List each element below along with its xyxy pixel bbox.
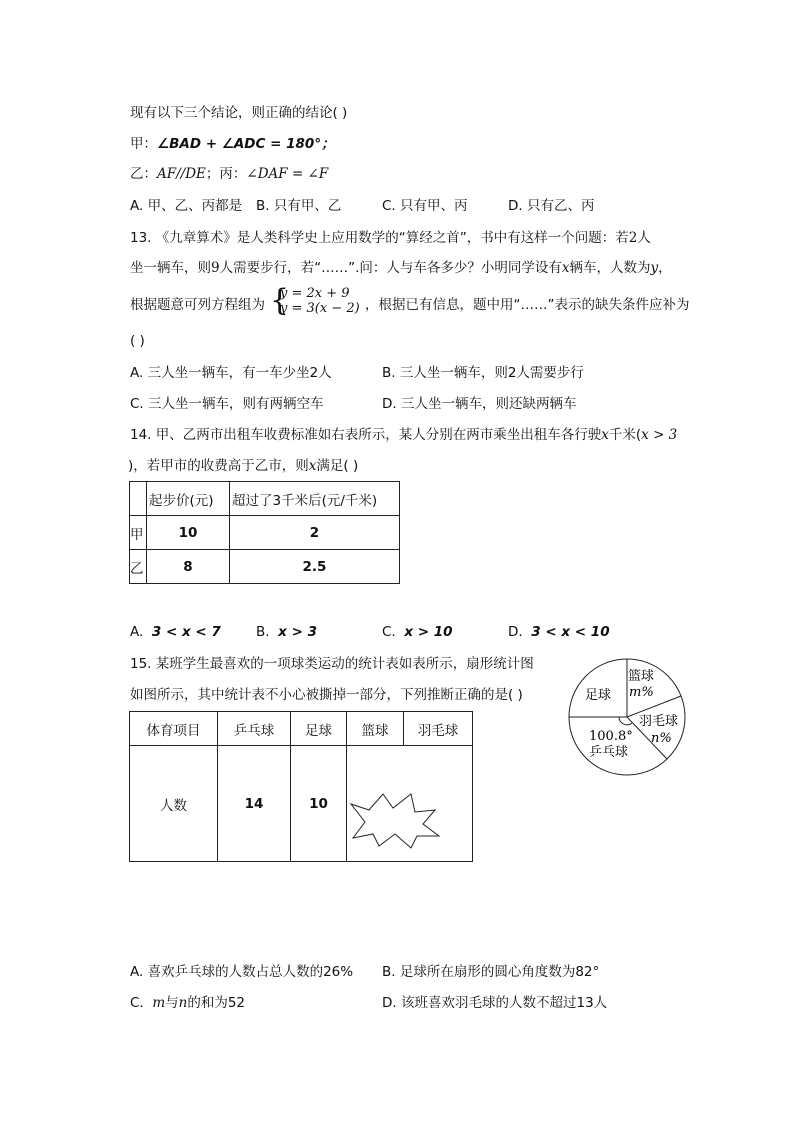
sports-value-pingpong: 14	[218, 746, 291, 862]
pie-label-football: 足球	[585, 688, 612, 703]
pie-label-badminton: 羽毛球	[639, 714, 679, 729]
q15-option-c-mid: 与	[165, 995, 179, 1011]
q14-option-b	[256, 622, 317, 642]
q14-line2	[128, 456, 358, 476]
q14-option-a	[130, 622, 221, 642]
jia-expr: ∠BAD + ∠ADC = 180°；	[157, 136, 335, 152]
q14-line1	[130, 425, 677, 445]
prev-statement-jia	[130, 134, 335, 154]
q13-option-c: C. 三人坐一辆车，则有两辆空车	[130, 396, 324, 412]
fare-row-yi-start: 8	[147, 550, 230, 584]
q13-line1-num: 2	[628, 230, 638, 246]
q15-option-a: A. 喜欢乒乓球的人数占总人数的26%	[130, 964, 354, 980]
fare-header-corner	[130, 482, 147, 516]
fare-row-yi-extra: 2.5	[230, 550, 400, 584]
fare-table-header	[130, 482, 400, 516]
q13-line2-c: 辆车，人数为	[569, 260, 651, 276]
q13-line3-a: 根据题意可列方程组为	[130, 297, 265, 313]
pie-label-badminton-pct: n%	[651, 731, 672, 746]
fare-row-yi-label: 乙	[130, 550, 147, 584]
q13-option-a: A. 三人坐一辆车，有一车少坐2人	[130, 365, 332, 381]
q15-option-d: D. 该班喜欢羽毛球的人数不超过13人	[382, 995, 608, 1011]
prev-statement-yi-bing	[130, 164, 328, 184]
sports-header-pingpong: 乒乓球	[218, 712, 291, 746]
sports-table	[129, 711, 473, 862]
q14-line2-a: )，若甲市的收费高于乙市，则	[128, 458, 309, 474]
fare-row-jia-extra: 2	[230, 516, 400, 550]
equation-2: y = 3(x − 2)	[280, 301, 360, 316]
bing-label: ；丙：	[205, 166, 247, 182]
q14-option-a-label: A.	[130, 624, 144, 640]
pie-label-basketball: 篮球	[628, 669, 655, 684]
prev-option-a: A. 甲、乙、丙都是	[130, 198, 243, 214]
torn-cell	[347, 746, 473, 862]
pie-label-pingpong-angle: 100.8°	[589, 729, 633, 744]
q13-option-d: D. 三人坐一辆车，则还缺两辆车	[382, 396, 577, 412]
pie-label-pingpong: 乒乓球	[589, 745, 629, 760]
torn-mark-icon	[349, 790, 449, 850]
q13-paren: ( )	[130, 333, 145, 349]
q14-option-d	[508, 622, 610, 642]
sports-header-football: 足球	[291, 712, 347, 746]
q13-line2-d: ，	[658, 260, 672, 276]
table-row	[130, 516, 400, 550]
q15-option-c-label: C.	[130, 995, 144, 1011]
pie-label-basketball-pct: m%	[629, 685, 654, 700]
fare-table	[129, 481, 400, 584]
q13-line2	[130, 258, 672, 278]
q15-option-c-n: n	[178, 995, 188, 1011]
sports-row-label: 人数	[130, 746, 218, 862]
q15-option-c-post: 的和为52	[187, 995, 246, 1011]
q15-option-c	[130, 993, 245, 1013]
bing-expr: ∠DAF = ∠F	[246, 166, 329, 182]
q15-option-b: B. 足球所在扇形的圆心角度数为82°	[382, 964, 600, 980]
fare-header-start: 起步价(元)	[147, 482, 230, 516]
fare-row-jia-start: 10	[147, 516, 230, 550]
q14-line1-b: 千米(	[608, 427, 642, 443]
prev-option-d: D. 只有乙、丙	[508, 198, 595, 214]
sports-table-header	[130, 712, 473, 746]
q14-option-c	[382, 622, 453, 642]
q13-line2-a: 坐一辆车，则	[130, 260, 211, 276]
q14-condition: x > 3	[641, 427, 678, 443]
prev-option-b: B. 只有甲、乙	[256, 198, 342, 214]
prev-intro: 现有以下三个结论，则正确的结论( )	[130, 105, 348, 121]
q14-option-b-expr: x > 3	[278, 624, 317, 640]
q14-line2-b: 满足( )	[316, 458, 359, 474]
q13-line1-b: 人	[637, 230, 651, 246]
table-row	[130, 550, 400, 584]
equation-1: y = 2x + 9	[280, 286, 350, 301]
q14-option-b-label: B.	[256, 624, 270, 640]
fare-header-extra: 超过了3千米后(元/千米)	[230, 482, 400, 516]
q14-var-x: x	[601, 427, 609, 443]
q13-line2-b: 人需要步行，若“……”.问：人与车各多少？小明同学设有	[219, 260, 562, 276]
sports-header-item: 体育项目	[130, 712, 218, 746]
table-row	[130, 746, 473, 862]
equation-brace: {	[270, 283, 290, 318]
jia-label: 甲：	[130, 136, 157, 152]
yi-expr: AF//DE	[157, 166, 206, 182]
q13-line1-a: 13. 《九章算术》是人类科学史上应用数学的“算经之首”，书中有这样一个问题：若	[130, 230, 629, 246]
q14-option-c-expr: x > 10	[404, 624, 453, 640]
q13-var-y: y	[650, 260, 659, 276]
sports-header-basketball: 篮球	[347, 712, 404, 746]
q13-line1	[130, 228, 651, 248]
q13-var-x: x	[561, 260, 570, 276]
q14-option-a-expr: 3 < x < 7	[151, 624, 221, 640]
pie-chart	[565, 654, 689, 780]
q15-line2: 如图所示，其中统计表不小心被撕掉一部分，下列推断正确的是( )	[130, 687, 523, 703]
yi-label: 乙：	[130, 166, 157, 182]
q14-option-d-expr: 3 < x < 10	[531, 624, 610, 640]
q13-line3-b: ，根据已有信息，题中用“……”表示的缺失条件应补为	[365, 297, 690, 313]
q14-option-c-label: C.	[382, 624, 396, 640]
prev-option-c: C. 只有甲、丙	[382, 198, 468, 214]
q15-line1: 15. 某班学生最喜欢的一项球类运动的统计表如表所示，扇形统计图	[130, 656, 534, 672]
q13-line2-num: 9	[211, 260, 220, 276]
q14-option-d-label: D.	[508, 624, 523, 640]
q15-option-c-m: m	[152, 995, 166, 1011]
fare-row-jia-label: 甲	[130, 516, 147, 550]
q14-line2-x: x	[308, 458, 317, 474]
q14-line1-a: 14. 甲、乙两市出租车收费标准如右表所示，某人分别在两市乘坐出租车各行驶	[130, 427, 602, 443]
q13-option-b: B. 三人坐一辆车，则2人需要步行	[382, 365, 584, 381]
sports-header-badminton: 羽毛球	[404, 712, 473, 746]
sports-value-football: 10	[291, 746, 347, 862]
